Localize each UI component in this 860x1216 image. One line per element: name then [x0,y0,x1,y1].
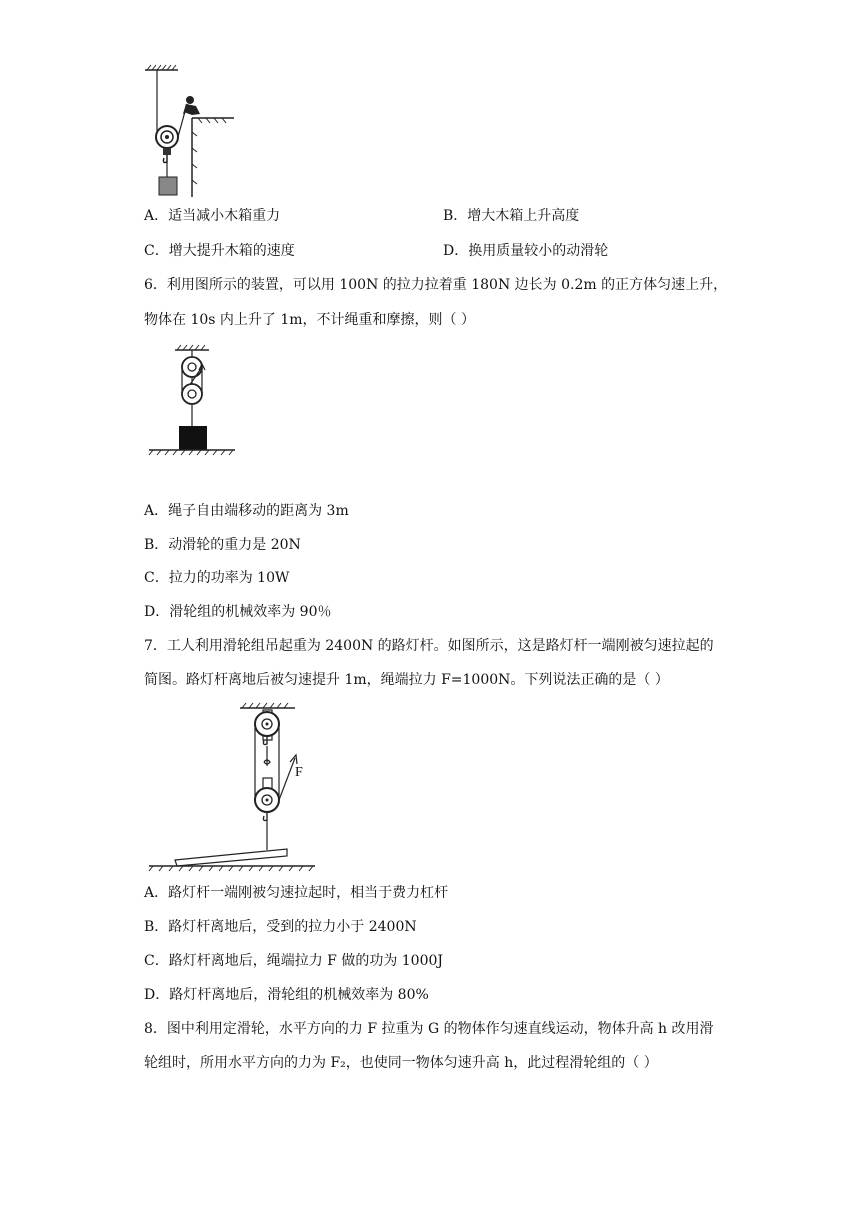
question-7-stem-line-2: 简图。路灯杆离地后被匀速提升 1m，绳端拉力 F=1000N。下列说法正确的是（ ） [144,672,669,688]
question-7-option-d: D．路灯杆离地后，滑轮组的机械效率为 80% [144,987,429,1003]
question-6-option-b: B．动滑轮的重力是 20N [144,537,301,553]
question-7-figure [145,700,320,872]
question-7-stem-line-1: 7．工人利用滑轮组吊起重为 2400N 的路灯杆。如图所示，这是路灯杆一端刚被匀速拉起的 [144,638,714,654]
question-6-stem-line-2: 物体在 10s 内上升了 1m，不计绳重和摩擦，则（ ） [144,312,475,328]
question-6-option-a: A．绳子自由端移动的距离为 3m [144,503,349,519]
question-6-option-d: D．滑轮组的机械效率为 90％ [144,604,332,620]
question-5-figure [140,62,240,202]
question-7-option-a: A．路灯杆一端刚被匀速拉起时，相当于费力杠杆 [144,885,449,901]
force-label: F [295,765,303,780]
question-7-option-c: C．路灯杆离地后，绳端拉力 F 做的功为 1000J [144,953,444,969]
question-6-stem-line-1: 6．利用图所示的装置，可以用 100N 的拉力拉着重 180N 边长为 0.2m 的正方体匀速上升， [144,277,728,293]
question-5-option-c: C．增大提升木箱的速度 [144,243,295,259]
question-5-option-b: B．增大木箱上升高度 [443,208,580,224]
question-6-figure [145,344,240,484]
question-5-option-a: A．适当减小木箱重力 [144,208,281,224]
question-8-stem-line-2: 轮组时，所用水平方向的力为 F₂，也使同一物体匀速升高 h，此过程滑轮组的（ ） [144,1055,658,1071]
question-5-option-d: D．换用质量较小的动滑轮 [443,243,609,259]
question-6-option-c: C．拉力的功率为 10W [144,570,290,586]
question-8-stem-line-1: 8．图中利用定滑轮，水平方向的力 F 拉重为 G 的物体作匀速直线运动，物体升高 h 改用滑 [144,1021,714,1037]
question-7-option-b: B．路灯杆离地后，受到的拉力小于 2400N [144,919,417,935]
